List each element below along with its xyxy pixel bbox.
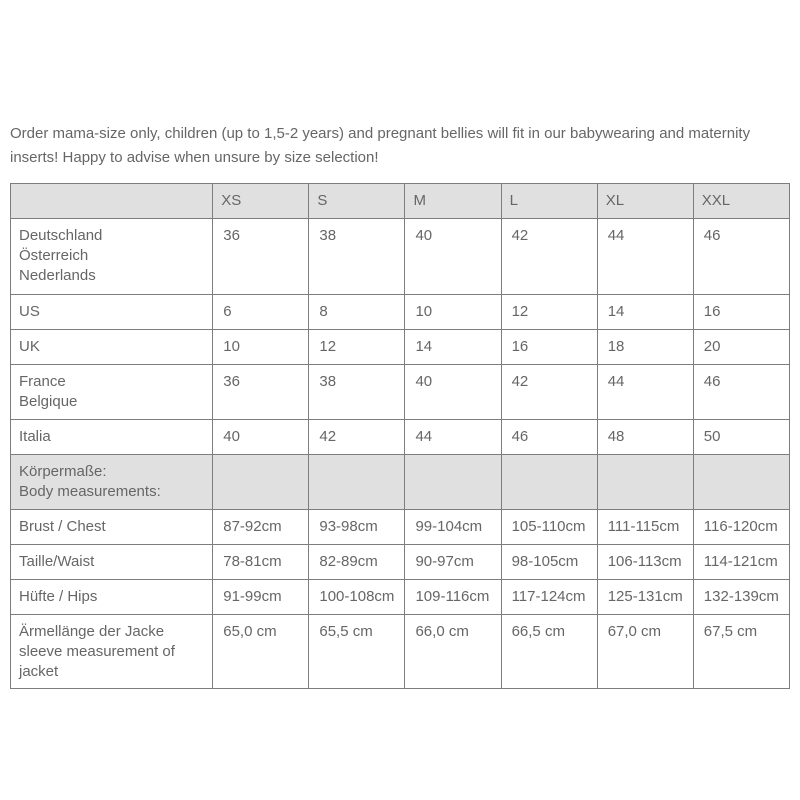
row-label-line: Belgique xyxy=(19,393,78,410)
cell-value: 67,5 cm xyxy=(693,615,789,689)
cell-value: 40 xyxy=(405,365,501,420)
row-label-line: Nederlands xyxy=(19,267,96,284)
cell-value: 14 xyxy=(597,295,693,330)
cell-value: 114-121cm xyxy=(693,545,789,580)
cell-value: 16 xyxy=(501,330,597,365)
table-row xyxy=(11,295,790,330)
cell-value: 46 xyxy=(693,219,789,295)
cell-value: 132-139cm xyxy=(693,580,789,615)
table-row xyxy=(11,219,790,295)
row-label-line: Body measurements: xyxy=(19,483,161,500)
row-label xyxy=(11,510,213,545)
cell-value: 12 xyxy=(309,330,405,365)
cell-value: 10 xyxy=(405,295,501,330)
cell-value: 116-120cm xyxy=(693,510,789,545)
cell-value: 40 xyxy=(405,219,501,295)
table-row xyxy=(11,545,790,580)
cell-value xyxy=(693,455,789,510)
table-row xyxy=(11,615,790,689)
table-row xyxy=(11,420,790,455)
cell-value: 125-131cm xyxy=(597,580,693,615)
cell-value: 99-104cm xyxy=(405,510,501,545)
row-label-line: Körpermaße: xyxy=(19,463,107,480)
cell-value: 109-116cm xyxy=(405,580,501,615)
cell-value: 91-99cm xyxy=(213,580,309,615)
size-chart-table xyxy=(10,183,790,689)
section-row xyxy=(11,455,790,510)
cell-value: 36 xyxy=(213,365,309,420)
cell-value: 42 xyxy=(309,420,405,455)
cell-value: 38 xyxy=(309,219,405,295)
size-chart-header xyxy=(11,184,790,219)
cell-value: 106-113cm xyxy=(597,545,693,580)
cell-value: 111-115cm xyxy=(597,510,693,545)
cell-value: 10 xyxy=(213,330,309,365)
table-row xyxy=(11,580,790,615)
cell-value: 117-124cm xyxy=(501,580,597,615)
column-header-m: M xyxy=(405,184,501,219)
table-row xyxy=(11,510,790,545)
cell-value: 66,5 cm xyxy=(501,615,597,689)
row-label-line: US xyxy=(19,303,40,320)
row-label-line: Brust / Chest xyxy=(19,518,106,535)
column-header-blank xyxy=(11,184,213,219)
row-label xyxy=(11,420,213,455)
cell-value: 50 xyxy=(693,420,789,455)
cell-value xyxy=(597,455,693,510)
cell-value: 42 xyxy=(501,219,597,295)
cell-value: 105-110cm xyxy=(501,510,597,545)
row-label xyxy=(11,219,213,295)
cell-value: 44 xyxy=(597,219,693,295)
cell-value: 100-108cm xyxy=(309,580,405,615)
row-label xyxy=(11,580,213,615)
column-header-xxl: XXL xyxy=(693,184,789,219)
intro-paragraph: Order mama-size only, children (up to 1,5-2 years) and pregnant bellies will fit in our babywearing and maternity inserts! Happy to advise when unsure by size selection! xyxy=(10,125,751,166)
table-row xyxy=(11,365,790,420)
cell-value: 36 xyxy=(213,219,309,295)
cell-value: 90-97cm xyxy=(405,545,501,580)
cell-value: 12 xyxy=(501,295,597,330)
cell-value: 87-92cm xyxy=(213,510,309,545)
cell-value: 44 xyxy=(597,365,693,420)
cell-value: 98-105cm xyxy=(501,545,597,580)
size-chart-body xyxy=(11,219,790,689)
row-label xyxy=(11,545,213,580)
row-label-line: Hüfte / Hips xyxy=(19,588,98,605)
cell-value: 40 xyxy=(213,420,309,455)
cell-value: 16 xyxy=(693,295,789,330)
cell-value xyxy=(501,455,597,510)
cell-value: 65,0 cm xyxy=(213,615,309,689)
row-label xyxy=(11,455,213,510)
cell-value: 48 xyxy=(597,420,693,455)
cell-value: 67,0 cm xyxy=(597,615,693,689)
row-label-line: Ärmellänge der Jacke xyxy=(19,623,165,640)
cell-value: 6 xyxy=(213,295,309,330)
cell-value: 42 xyxy=(501,365,597,420)
cell-value: 46 xyxy=(501,420,597,455)
row-label xyxy=(11,295,213,330)
column-header-xl: XL xyxy=(597,184,693,219)
row-label-line: Italia xyxy=(19,428,51,445)
row-label xyxy=(11,365,213,420)
table-row xyxy=(11,330,790,365)
row-label-line: Taille/Waist xyxy=(19,553,95,570)
cell-value: 66,0 cm xyxy=(405,615,501,689)
row-label-line: Österreich xyxy=(19,247,89,264)
cell-value: 38 xyxy=(309,365,405,420)
column-header-xs: XS xyxy=(213,184,309,219)
cell-value xyxy=(405,455,501,510)
row-label xyxy=(11,615,213,689)
cell-value: 20 xyxy=(693,330,789,365)
cell-value: 8 xyxy=(309,295,405,330)
cell-value: 82-89cm xyxy=(309,545,405,580)
cell-value xyxy=(309,455,405,510)
cell-value xyxy=(213,455,309,510)
cell-value: 46 xyxy=(693,365,789,420)
cell-value: 93-98cm xyxy=(309,510,405,545)
cell-value: 14 xyxy=(405,330,501,365)
header-row xyxy=(11,184,790,219)
cell-value: 65,5 cm xyxy=(309,615,405,689)
column-header-s: S xyxy=(309,184,405,219)
row-label-line: sleeve measurement of jacket xyxy=(19,643,175,680)
cell-value: 18 xyxy=(597,330,693,365)
row-label-line: Deutschland xyxy=(19,227,103,244)
column-header-l: L xyxy=(501,184,597,219)
row-label xyxy=(11,330,213,365)
cell-value: 44 xyxy=(405,420,501,455)
cell-value: 78-81cm xyxy=(213,545,309,580)
row-label-line: UK xyxy=(19,338,40,355)
row-label-line: France xyxy=(19,373,66,390)
